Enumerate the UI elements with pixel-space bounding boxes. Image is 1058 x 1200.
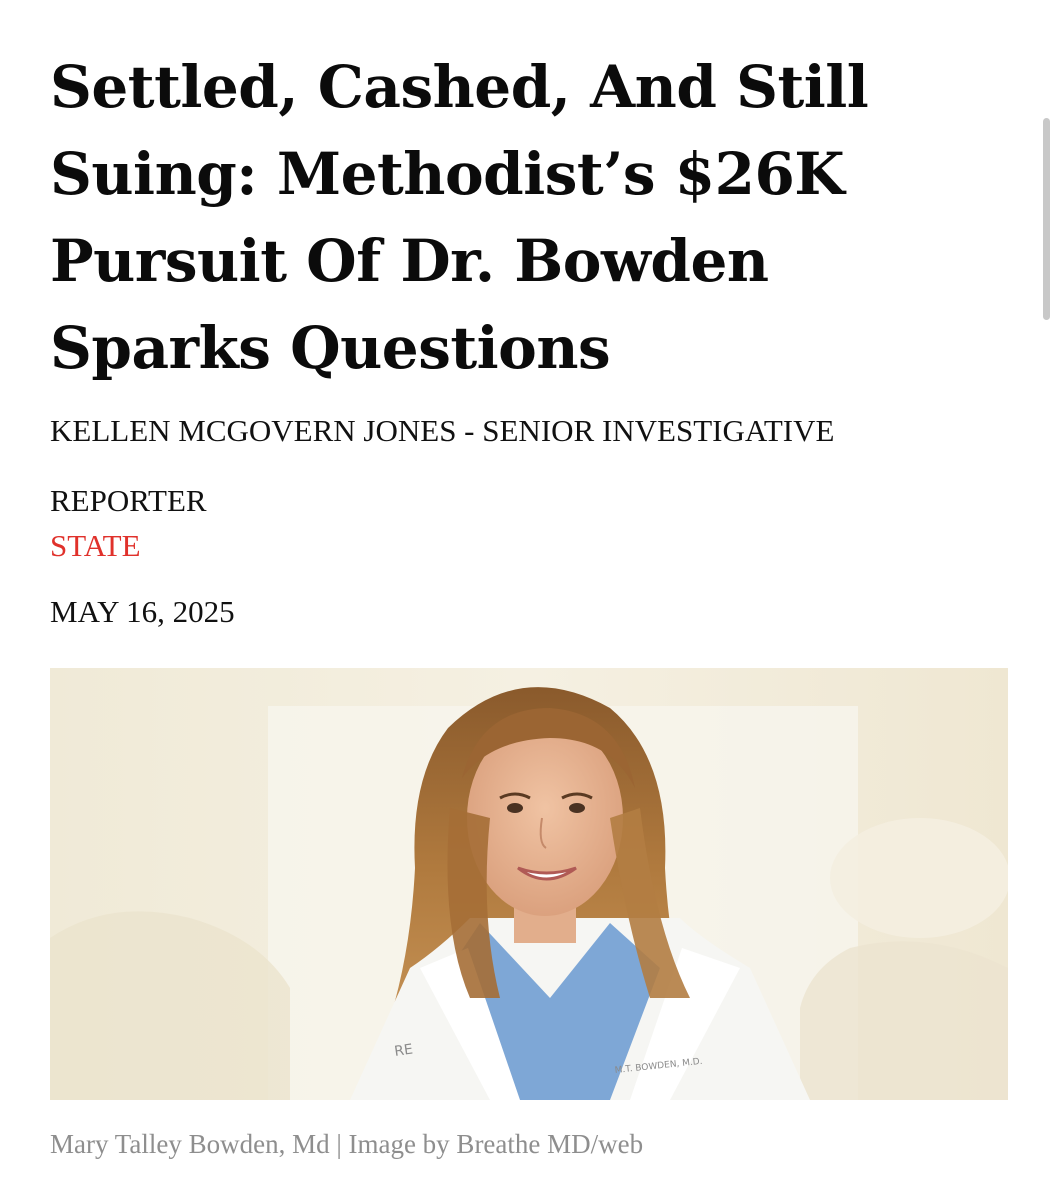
- article-headline: Settled, Cashed, And Still Suing: Methodist’s $26K Pursuit Of Dr. Bowden Sparks Questions: [50, 53, 869, 382]
- image-caption: Mary Talley Bowden, Md | Image by Breathe MD/web: [50, 1129, 644, 1159]
- publish-date: MAY 16, 2025: [50, 594, 235, 629]
- article-photo[interactable]: [50, 668, 1008, 1100]
- category-link[interactable]: STATE: [50, 528, 141, 563]
- author-byline[interactable]: KELLEN MCGOVERN JONES - SENIOR INVESTIGATIVE REPORTER: [50, 413, 835, 518]
- coat-embroidery-left: RE: [393, 1041, 414, 1060]
- vertical-scrollbar-thumb[interactable]: [1043, 118, 1050, 320]
- coat-embroidery-right: M.T. BOWDEN, M.D.: [614, 1056, 704, 1076]
- portrait-illustration: [50, 668, 1008, 1100]
